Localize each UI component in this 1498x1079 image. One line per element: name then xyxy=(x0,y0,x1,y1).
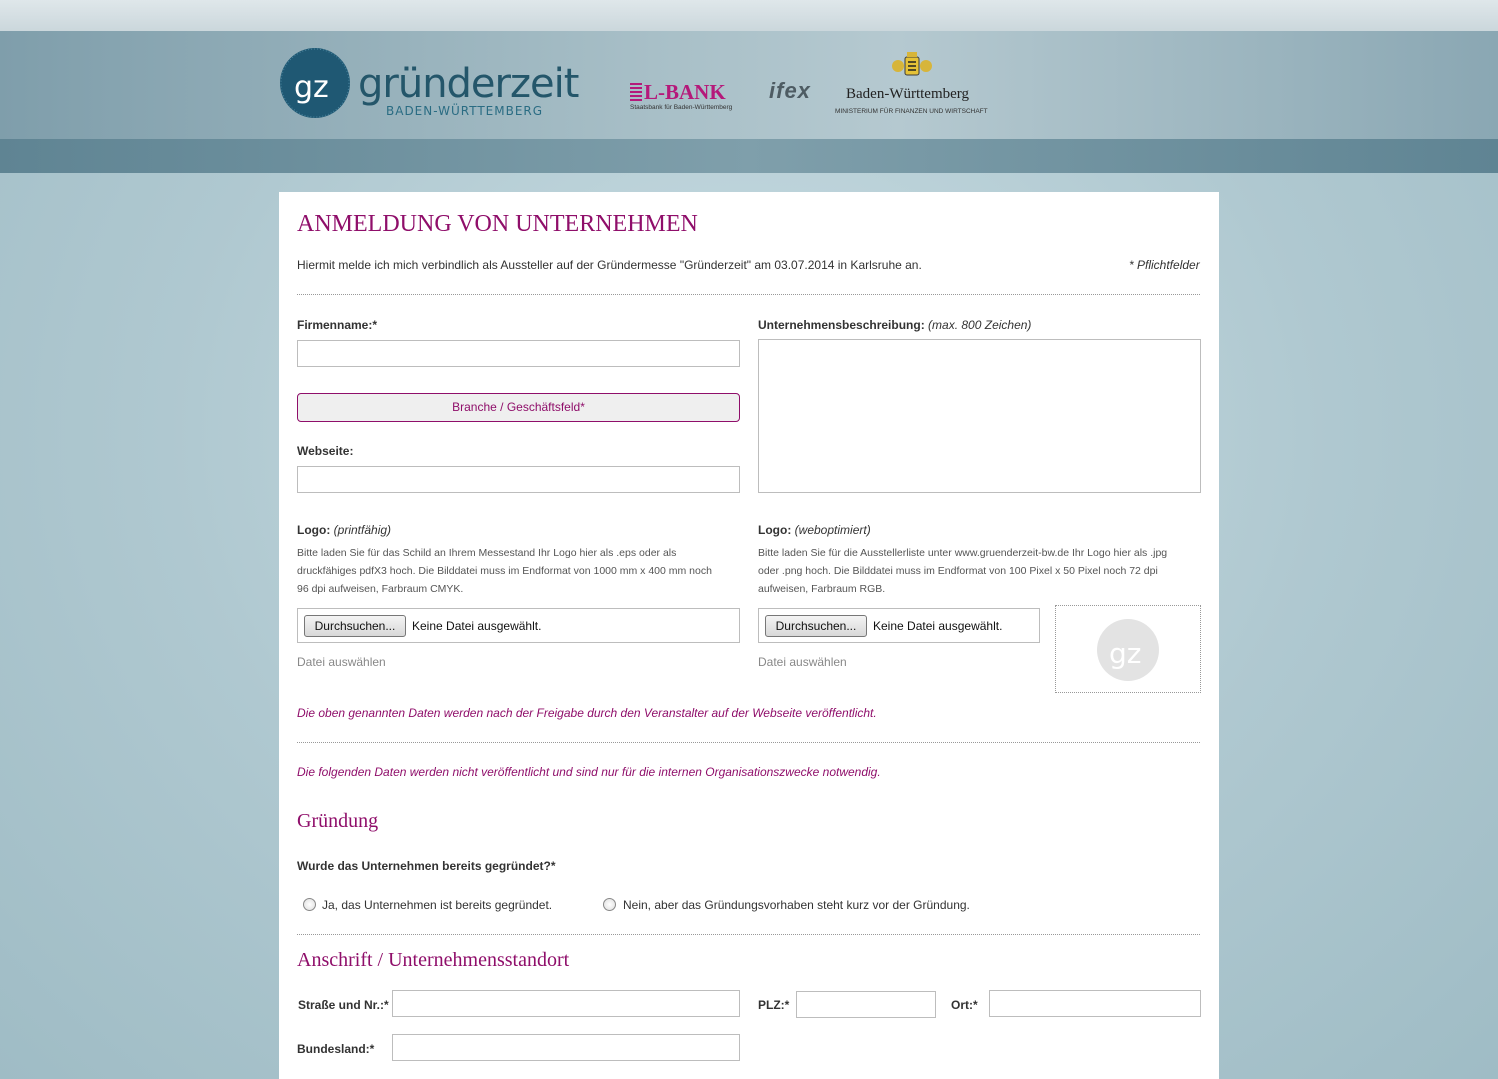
gz-placeholder-icon xyxy=(1096,618,1160,682)
beschreibung-label-hint: (max. 800 Zeichen) xyxy=(928,318,1032,332)
bw-name: Baden-Württemberg xyxy=(846,86,970,102)
gruendung-heading: Gründung xyxy=(297,810,379,832)
anschrift-heading: Anschrift / Unternehmensstandort xyxy=(297,949,570,971)
ort-label: Ort:* xyxy=(951,998,978,1012)
bw-ministry-subtitle: MINISTERIUM FÜR FINANZEN UND WIRTSCHAFT xyxy=(835,108,988,115)
logo-web-label-hint: (weboptimiert) xyxy=(794,523,871,537)
logo-web-description xyxy=(758,544,1200,598)
logo-print-desc-line: druckfähiges pdfX3 hoch. Die Bilddatei muss im Endformat von 1000 mm x 400 mm noch xyxy=(297,565,712,577)
lbank-logo[interactable] xyxy=(630,81,750,115)
public-data-note: Die oben genannten Daten werden nach der Freigabe durch den Veranstalter auf der Webseite veröffentlicht. xyxy=(297,706,877,720)
logo-web-no-file-text: Keine Datei ausgewählt. xyxy=(873,619,1003,633)
logo-web-desc-line: oder .png hoch. Die Bilddatei muss im Endformat von 100 Pixel x 50 Pixel noch 72 dpi xyxy=(758,565,1158,577)
bw-ministry-logo[interactable] xyxy=(835,52,990,118)
strasse-input[interactable] xyxy=(392,990,740,1017)
gruendung-no-label[interactable]: Nein, aber das Gründungsvorhaben steht kurz vor der Gründung. xyxy=(623,898,970,912)
webseite-input[interactable] xyxy=(297,466,740,493)
logo-print-label xyxy=(297,523,391,537)
logo-preview xyxy=(1055,605,1201,693)
logo-print-desc-line: 96 dpi aufweisen, Farbraum CMYK. xyxy=(297,583,464,595)
logo-web-label xyxy=(758,523,871,537)
gruendung-yes-label[interactable]: Ja, das Unternehmen ist bereits gegründet. xyxy=(322,898,553,912)
private-data-note: Die folgenden Daten werden nicht veröffentlicht und sind nur für die internen Organisationszwecke notwendig. xyxy=(297,765,881,779)
svg-text:gz: gz xyxy=(1109,637,1142,670)
beschreibung-label-text: Unternehmensbeschreibung: xyxy=(758,318,925,332)
intro-text: Hiermit melde ich mich verbindlich als Aussteller auf der Gründermesse "Gründerzeit" am 03.07.2014 in Karlsruhe an. xyxy=(297,258,922,272)
top-strip xyxy=(0,0,1498,31)
logo-print-description xyxy=(297,544,737,598)
gruendung-question: Wurde das Unternehmen bereits gegründet?* xyxy=(297,859,556,873)
logo-print-choose-link[interactable]: Datei auswählen xyxy=(297,655,386,669)
logo-web-label-text: Logo: xyxy=(758,523,792,537)
logo-print-label-text: Logo: xyxy=(297,523,331,537)
brand-subtitle: BADEN-WÜRTTEMBERG xyxy=(386,104,544,118)
beschreibung-label xyxy=(758,318,1031,332)
divider xyxy=(297,934,1200,935)
logo-web-choose-link[interactable]: Datei auswählen xyxy=(758,655,847,669)
svg-text:gz: gz xyxy=(294,70,329,105)
lbank-name: L-BANK xyxy=(644,80,726,104)
bundesland-label: Bundesland:* xyxy=(297,1042,375,1056)
logo-web-browse-button[interactable]: Durchsuchen... xyxy=(765,615,867,637)
lbank-emblem-icon xyxy=(630,83,642,101)
plz-label: PLZ:* xyxy=(758,998,790,1012)
lbank-subtitle: Staatsbank für Baden-Württemberg xyxy=(630,104,733,111)
branche-select-button[interactable]: Branche / Geschäftsfeld* xyxy=(297,393,740,422)
logo-web-desc-line: Bitte laden Sie für die Ausstellerliste unter www.gruenderzeit-bw.de Ihr Logo hier als .jpg xyxy=(758,547,1168,559)
beschreibung-textarea[interactable] xyxy=(758,339,1201,493)
brand-name: gründerzeit xyxy=(358,61,579,107)
logo-print-desc-line: Bitte laden Sie für das Schild an Ihrem Messestand Ihr Logo hier als .eps oder als xyxy=(297,547,677,559)
gz-logo-icon[interactable] xyxy=(279,47,351,119)
strasse-label: Straße und Nr.:* xyxy=(298,998,389,1012)
required-fields-note: * Pflichtfelder xyxy=(1129,258,1200,272)
header-band xyxy=(0,139,1498,173)
plz-input[interactable] xyxy=(796,991,936,1018)
firmenname-label: Firmenname:* xyxy=(297,318,378,332)
bundesland-input[interactable] xyxy=(392,1034,740,1061)
bw-coat-of-arms-icon xyxy=(887,52,937,82)
divider xyxy=(297,294,1200,295)
logo-print-browse-button[interactable]: Durchsuchen... xyxy=(304,615,406,637)
gruendung-yes-radio[interactable] xyxy=(303,898,316,911)
firmenname-input[interactable] xyxy=(297,340,740,367)
logo-print-no-file-text: Keine Datei ausgewählt. xyxy=(412,619,542,633)
divider xyxy=(297,742,1200,743)
webseite-label: Webseite: xyxy=(297,444,354,458)
gruendung-no-radio[interactable] xyxy=(603,898,616,911)
ort-input[interactable] xyxy=(989,990,1201,1017)
logo-web-desc-line: aufweisen, Farbraum RGB. xyxy=(758,583,886,595)
logo-print-label-hint: (printfähig) xyxy=(333,523,392,537)
ifex-logo[interactable]: ifex xyxy=(769,78,811,103)
page-title: ANMELDUNG VON UNTERNEHMEN xyxy=(297,211,698,237)
